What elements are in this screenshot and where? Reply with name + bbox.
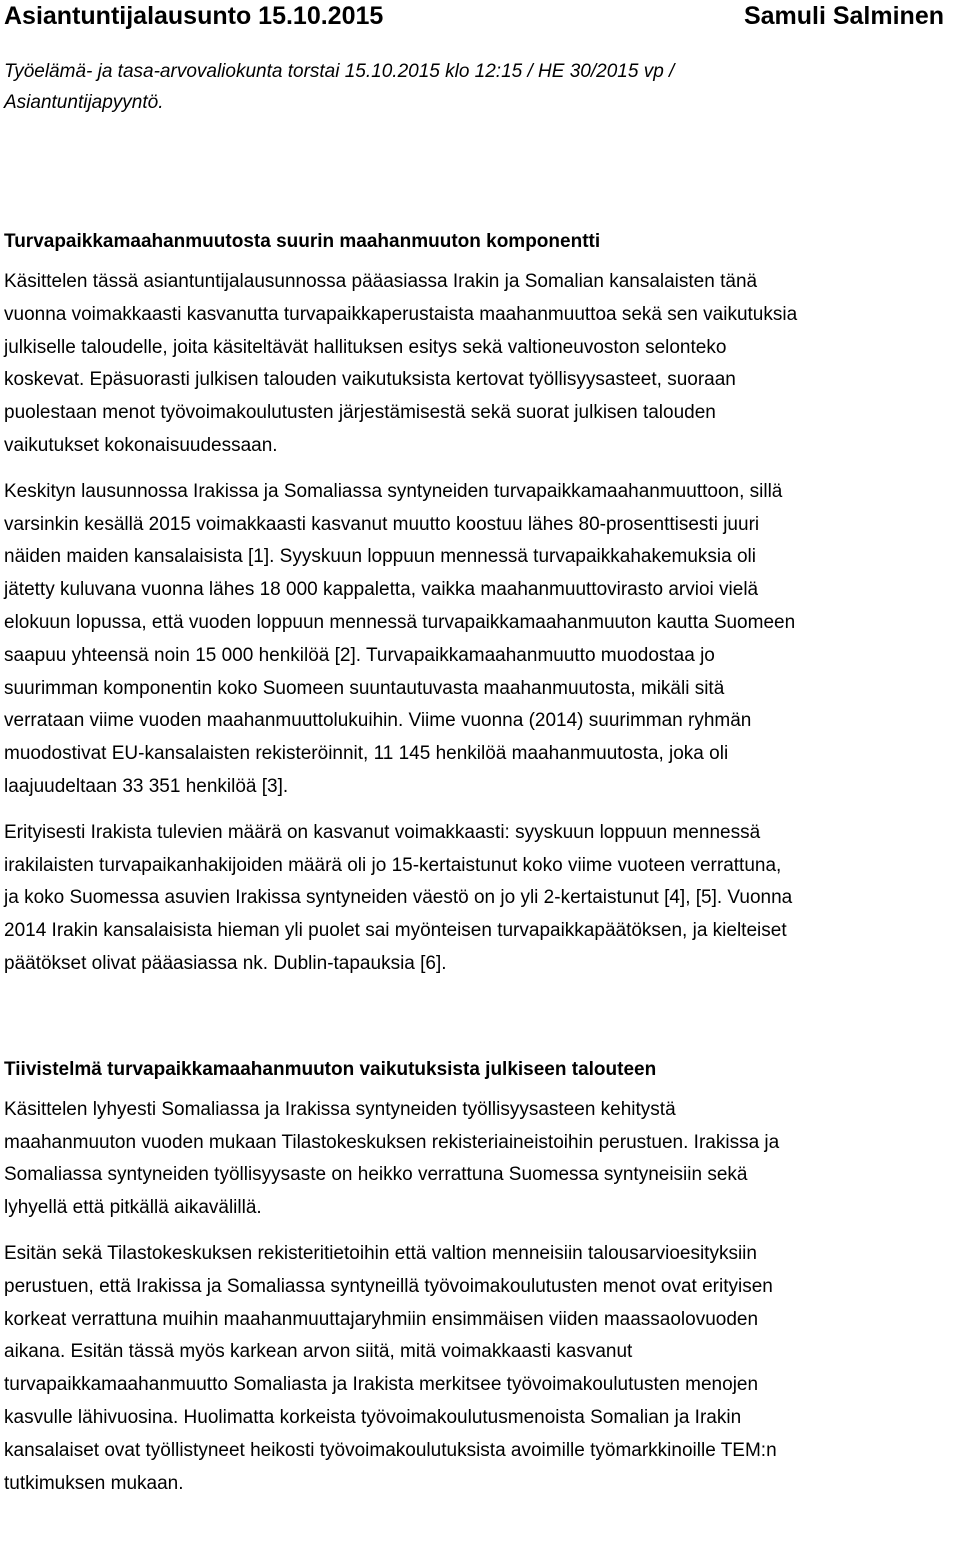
- subtitle-line: Työelämä- ja tasa-arvovaliokunta torstai 15.10.2015 klo 12:15 / HE 30/2015 vp /: [4, 61, 675, 82]
- paragraph-line: jätetty kuluvana vuonna lähes 18 000 kappaletta, vaikka maahanmuuttovirasto arvioi vielä: [4, 579, 759, 601]
- paragraph-line: elokuun lopussa, että vuoden loppuun mennessä turvapaikkamaahanmuuton kautta Suomeen: [4, 611, 796, 633]
- paragraph-line: vuonna voimakkaasti kasvanutta turvapaikkaperustaista maahanmuuttoa sekä sen vaikutuksia: [4, 303, 798, 325]
- paragraph-line: julkiselle taloudelle, joita käsiteltävät hallituksen esitys sekä valtioneuvoston selonteko: [4, 336, 727, 358]
- paragraph: [4, 817, 958, 981]
- paragraph-line: laajuudeltaan 33 351 henkilöä [3].: [4, 775, 289, 797]
- paragraph: [4, 1094, 958, 1225]
- paragraph-line: näiden maiden kansalaisista [1]. Syyskuun loppuun mennessä turvapaikkahakemuksia oli: [4, 546, 756, 568]
- paragraph-line: verrataan viime vuoden maahanmuuttolukuihin. Viime vuonna (2014) suurimman ryhmän: [4, 710, 752, 732]
- paragraph-line: päätökset olivat pääasiassa nk. Dublin-tapauksia [6].: [4, 952, 447, 974]
- paragraph-line: puolestaan menot työvoimakoulutusten järjestämisestä sekä suorat julkisen talouden: [4, 402, 716, 424]
- paragraph-line: Erityisesti Irakista tulevien määrä on kasvanut voimakkaasti: syyskuun loppuun mennessä: [4, 821, 761, 843]
- paragraph-line: Somaliassa syntyneiden työllisyysaste on heikko verrattuna Suomessa syntyneisiin sekä: [4, 1164, 748, 1186]
- paragraph-line: korkeat verrattuna muihin maahanmuuttajaryhmiin ensimmäisen viiden maassaolovuoden: [4, 1308, 759, 1330]
- paragraph-line: koskevat. Epäsuorasti julkisen talouden vaikutuksista kertovat työllisyysasteet, suoraan: [4, 369, 736, 391]
- paragraph-line: Käsittelen tässä asiantuntijalausunnossa pääasiassa Irakin ja Somalian kansalaisten tänä: [4, 271, 758, 292]
- document-header: [4, 0, 958, 34]
- paragraph-line: kasvulle lähivuosina. Huolimatta korkeista työvoimakoulutusmenoista Somalian ja Irakin: [4, 1406, 742, 1428]
- paragraph-line: saapuu yhteensä noin 15 000 henkilöä [2]. Turvapaikkamaahanmuutto muodostaa jo: [4, 644, 715, 666]
- paragraph-line: varsinkin kesällä 2015 voimakkaasti kasvanut muutto koostuu lähes 80-prosenttisesti juuri: [4, 513, 760, 535]
- paragraph-line: 2014 Irakin kansalaisista hieman yli puolet sai myönteisen turvapaikkapäätöksen, ja kielteiset: [4, 920, 787, 942]
- paragraph-line: turvapaikkamaahanmuutto Somaliasta ja Irakista merkitsee työvoimakoulutusten menojen: [4, 1374, 759, 1396]
- paragraph-line: perustuen, että Irakissa ja Somaliassa syntyneillä työvoimakoulutusten menot ovat erityisen: [4, 1275, 773, 1297]
- paragraph-line: Käsittelen lyhyesti Somaliassa ja Irakissa syntyneiden työllisyysasteen kehitystä: [4, 1098, 676, 1120]
- paragraph: [4, 266, 958, 463]
- paragraph: [4, 1238, 958, 1500]
- paragraph-line: maahanmuuton vuoden mukaan Tilastokeskuksen rekisteriaineistoihin perustuen. Irakissa ja: [4, 1131, 780, 1153]
- paragraph-line: irakilaisten turvapaikanhakijoiden määrä oli jo 15-kertaistunut koko viime vuoteen verrattuna,: [4, 854, 782, 876]
- paragraph-line: Esitän sekä Tilastokeskuksen rekisteritietoihin että valtion menneisiin talousarvioesityksiin: [4, 1242, 757, 1264]
- paragraph: [4, 476, 958, 804]
- section-heading-summary: Tiivistelmä turvapaikkamaahanmuuton vaikutuksista julkiseen talouteen: [4, 1058, 657, 1080]
- paragraph-line: kansalaiset ovat työllistyneet heikosti työvoimakoulutuksista avoimille työmarkkinoille TEM:n: [4, 1439, 777, 1461]
- document-author: Samuli Salminen: [743, 2, 944, 30]
- subtitle-line: Asiantuntijapyyntö.: [4, 92, 164, 113]
- section-heading-asylum-migration: Turvapaikkamaahanmuutosta suurin maahanmuuton komponentti: [4, 231, 601, 252]
- paragraph-line: vaikutukset kokonaisuudessaan.: [4, 434, 278, 456]
- paragraph-line: suurimman komponentin koko Suomeen suuntautuvasta maahanmuutosta, mikäli sitä: [4, 677, 725, 699]
- paragraph-line: aikana. Esitän tässä myös karkean arvon siitä, mitä voimakkaasti kasvanut: [4, 1341, 633, 1363]
- paragraph-line: tutkimuksen mukaan.: [4, 1472, 184, 1494]
- paragraph-line: ja koko Suomessa asuvien Irakissa syntyneiden väestö on jo yli 2-kertaistunut [4], [5]. Vuonna: [4, 887, 793, 909]
- paragraph-line: Keskityn lausunnossa Irakissa ja Somaliassa syntyneiden turvapaikkamaahanmuuttoon, sillä: [4, 480, 783, 502]
- paragraph-line: lyhyellä että pitkällä aikavälillä.: [4, 1197, 262, 1219]
- paragraph-line: muodostivat EU-kansalaisten rekisteröinnit, 11 145 henkilöä maahanmuutosta, joka oli: [4, 743, 729, 765]
- document-page: [4, 0, 958, 1500]
- document-title: Asiantuntijalausunto 15.10.2015: [4, 2, 384, 30]
- document-subtitle: [4, 56, 958, 118]
